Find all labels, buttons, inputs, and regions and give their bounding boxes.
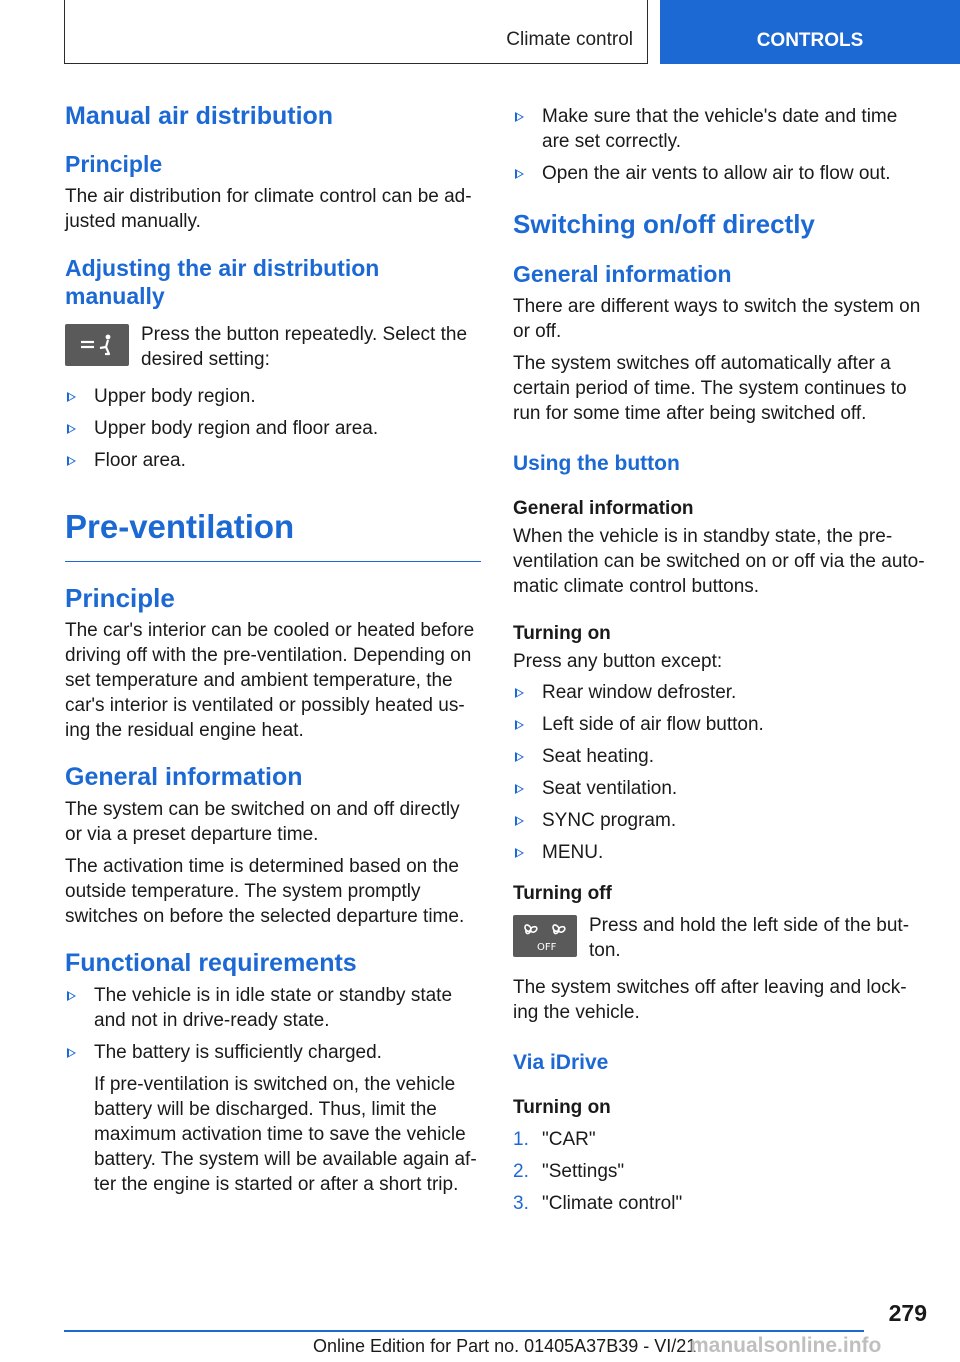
footer-watermark: manualsonline.info xyxy=(690,1334,882,1357)
button-general-heading: General information xyxy=(513,498,694,519)
header-section-title: Climate control xyxy=(506,29,633,50)
bullet-triangle-icon xyxy=(515,688,524,698)
bullet-triangle-icon xyxy=(515,112,524,122)
bullet-triangle-icon xyxy=(515,784,524,794)
adjusting-heading: Adjusting the air distribution manually xyxy=(65,255,380,309)
list-item: Seat ventilation. xyxy=(513,776,928,801)
right-column xyxy=(513,100,928,1223)
turning-on-text: Press any button except: xyxy=(513,651,723,672)
turning-on-heading: Turning on xyxy=(513,623,611,644)
header-section-box xyxy=(64,0,648,64)
adjusting-list xyxy=(65,384,481,473)
turning-off-after-text: The system switches off after leaving and lock‐ing the vehicle. xyxy=(513,977,907,1023)
idrive-turning-on-heading: Turning on xyxy=(513,1097,611,1118)
bullet-triangle-icon xyxy=(515,169,524,179)
general-information-heading: General information xyxy=(513,261,732,287)
list-item: Left side of air flow button. xyxy=(513,712,928,737)
button-general-text: When the vehicle is in standby state, the pre-ventilation can be switched on or off via the auto‐matic climate control buttons. xyxy=(513,526,925,597)
footer-divider xyxy=(64,1330,864,1332)
list-item: Rear window defroster. xyxy=(513,680,928,705)
general-text: The activation time is determined based on the outside temperature. The system promptly switches on before the selected departure time. xyxy=(65,856,465,927)
list-item: The battery is sufficiently charged. If pre-ventilation is switched on, the vehicle battery will be discharged. Thus, limit the maximum activation time to save the vehicle battery. The system will be available again af‐ter the engine is started or after a short trip. xyxy=(65,1040,481,1197)
bullet-triangle-icon xyxy=(515,816,524,826)
bullet-triangle-icon xyxy=(515,752,524,762)
functional-note: If pre-ventilation is switched on, the vehicle battery will be discharged. Thus, limit the maximum activation time to save the vehicle battery. The system will be available again af‐ter the engine is started or after a short trip. xyxy=(94,1074,477,1195)
using-button-heading: Using the button xyxy=(513,452,680,475)
general-text: The system can be switched on and off directly or via a preset departure time. xyxy=(65,799,460,845)
manual-air-distribution-heading: Manual air distribution xyxy=(65,102,334,130)
turning-off-instruction xyxy=(513,913,928,963)
adjusting-instruction xyxy=(65,322,481,372)
principle-text: The car's interior can be cooled or heated before driving off with the pre-ventilation. Depending on set temperature and ambient temperature, the car's interior is ventilated or possibly heated us‐ing the residual engine heat. xyxy=(65,620,475,741)
turning-on-list xyxy=(513,680,928,865)
bullet-triangle-icon xyxy=(515,848,524,858)
general-information-heading: General information xyxy=(65,763,303,791)
fan-off-icon xyxy=(513,915,577,957)
turning-off-heading: Turning off xyxy=(513,883,612,904)
list-item: 2. "Settings" xyxy=(513,1161,625,1182)
list-item: Make sure that the vehicle's date and time are set correctly. xyxy=(513,104,928,154)
principle-heading: Principle xyxy=(65,151,163,177)
list-item: 3. "Climate control" xyxy=(513,1193,683,1214)
requirements-list xyxy=(513,104,928,186)
adjusting-text: Press the button repeatedly. Select the desired setting: xyxy=(141,324,468,370)
functional-list xyxy=(65,983,481,1197)
general-text: The system switches off automatically after a certain period of time. The system continues to run for some time after being switched off. xyxy=(513,353,907,424)
list-item: Floor area. xyxy=(65,448,481,473)
fan-off-label: OFF xyxy=(537,942,557,953)
general-text: There are different ways to switch the system on or off. xyxy=(513,296,921,342)
bullet-triangle-icon xyxy=(515,720,524,730)
list-item: Upper body region and floor area. xyxy=(65,416,481,441)
functional-requirements-heading: Functional requirements xyxy=(65,949,357,977)
bullet-triangle-icon xyxy=(67,1048,76,1058)
idrive-steps xyxy=(513,1127,928,1216)
list-item: The vehicle is in idle state or standby state and not in drive-ready state. xyxy=(65,983,481,1033)
list-item: MENU. xyxy=(513,840,928,865)
bullet-triangle-icon xyxy=(67,991,76,1001)
principle-heading: Principle xyxy=(65,583,175,613)
switching-heading: Switching on/off directly xyxy=(513,209,815,239)
list-item: Open the air vents to allow air to flow out. xyxy=(513,161,928,186)
pre-ventilation-heading: Pre-ventilation xyxy=(65,507,481,562)
header-chapter-label: CONTROLS xyxy=(756,30,864,51)
via-idrive-heading: Via iDrive xyxy=(513,1051,609,1074)
left-column xyxy=(65,100,481,1204)
page-number: 279 xyxy=(888,1300,927,1326)
header-chapter-tab[interactable] xyxy=(660,0,960,64)
turning-off-text: Press and hold the left side of the but‐ton. xyxy=(589,915,910,961)
list-item: 1. "CAR" xyxy=(513,1129,596,1150)
principle-text: The air distribution for climate control can be ad‐justed manually. xyxy=(65,186,472,232)
list-item: Seat heating. xyxy=(513,744,928,769)
list-item: Upper body region. xyxy=(65,384,481,409)
bullet-triangle-icon xyxy=(67,456,76,466)
air-distribution-icon xyxy=(65,324,129,366)
list-item: SYNC program. xyxy=(513,808,928,833)
bullet-triangle-icon xyxy=(67,424,76,434)
footer-edition: Online Edition for Part no. 01405A37B39 - VI/21 xyxy=(313,1336,697,1356)
bullet-triangle-icon xyxy=(67,392,76,402)
